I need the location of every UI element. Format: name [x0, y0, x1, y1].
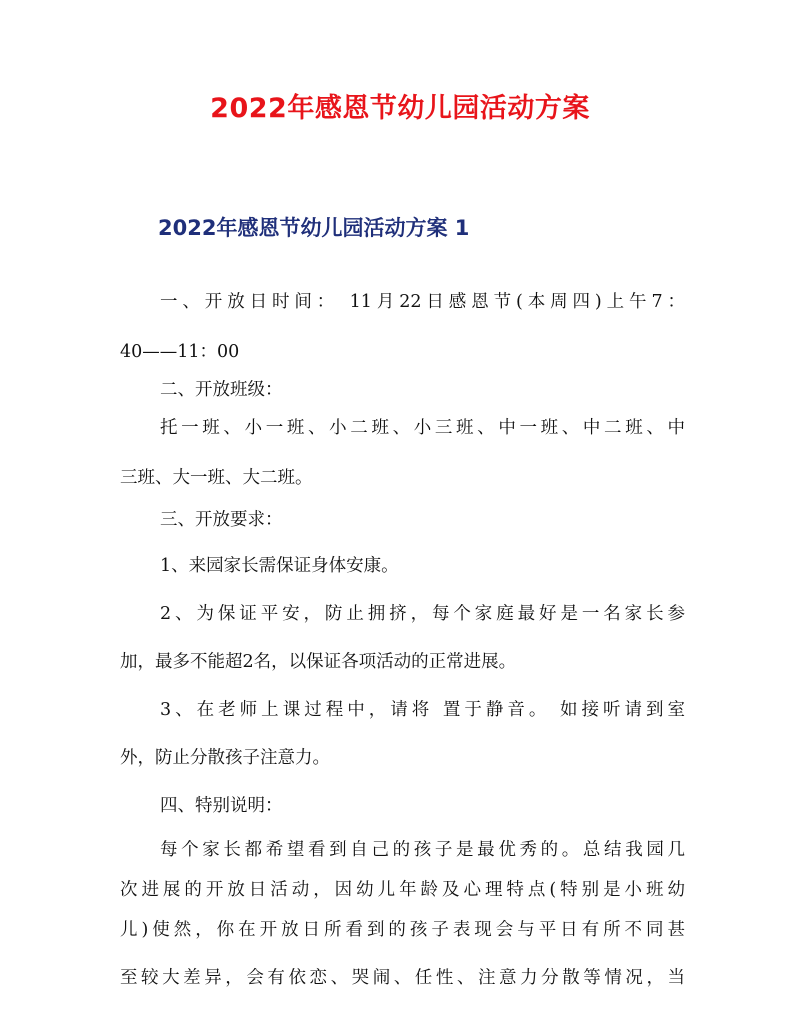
paragraph-line: 3、在老师上课过程中，请将 置于静音。 如接听请到室: [160, 700, 685, 720]
paragraph-line: 四、特别说明：: [160, 796, 283, 816]
paragraph-line: 次进展的开放日活动，因幼儿年龄及心理特点(特别是小班幼: [120, 880, 685, 900]
paragraph-line: 2、为保证平安，防止拥挤，每个家庭最好是一名家长参: [160, 604, 685, 624]
paragraph-line: 儿)使然，你在开放日所看到的孩子表现会与平日有所不同甚: [120, 920, 685, 940]
paragraph-line: 每个家长都希望看到自己的孩子是最优秀的。总结我园几: [160, 840, 685, 860]
paragraph-line: 加，最多不能超2名，以保证各项活动的正常进展。: [120, 652, 517, 672]
paragraph-line: 至较大差异，会有依恋、哭闹、任性、注意力分散等情况，当: [120, 968, 685, 988]
document-title: 2022年感恩节幼儿园活动方案: [210, 93, 590, 124]
paragraph-line: 三班、大一班、大二班。: [120, 468, 313, 488]
paragraph-line: 三、开放要求：: [160, 510, 283, 530]
paragraph-line: 外，防止分散孩子注意力。: [120, 748, 330, 768]
paragraph-line: 1、来园家长需保证身体安康。: [160, 556, 399, 576]
section-heading: 2022年感恩节幼儿园活动方案 1: [158, 216, 470, 240]
paragraph-line: 40——11：00: [120, 342, 240, 362]
paragraph-line: 一、开放日时间： 11月22日感恩节(本周四)上午7：: [160, 292, 685, 312]
paragraph-line: 托一班、小一班、小二班、小三班、中一班、中二班、中: [160, 418, 685, 438]
paragraph-line: 二、开放班级：: [160, 380, 283, 400]
